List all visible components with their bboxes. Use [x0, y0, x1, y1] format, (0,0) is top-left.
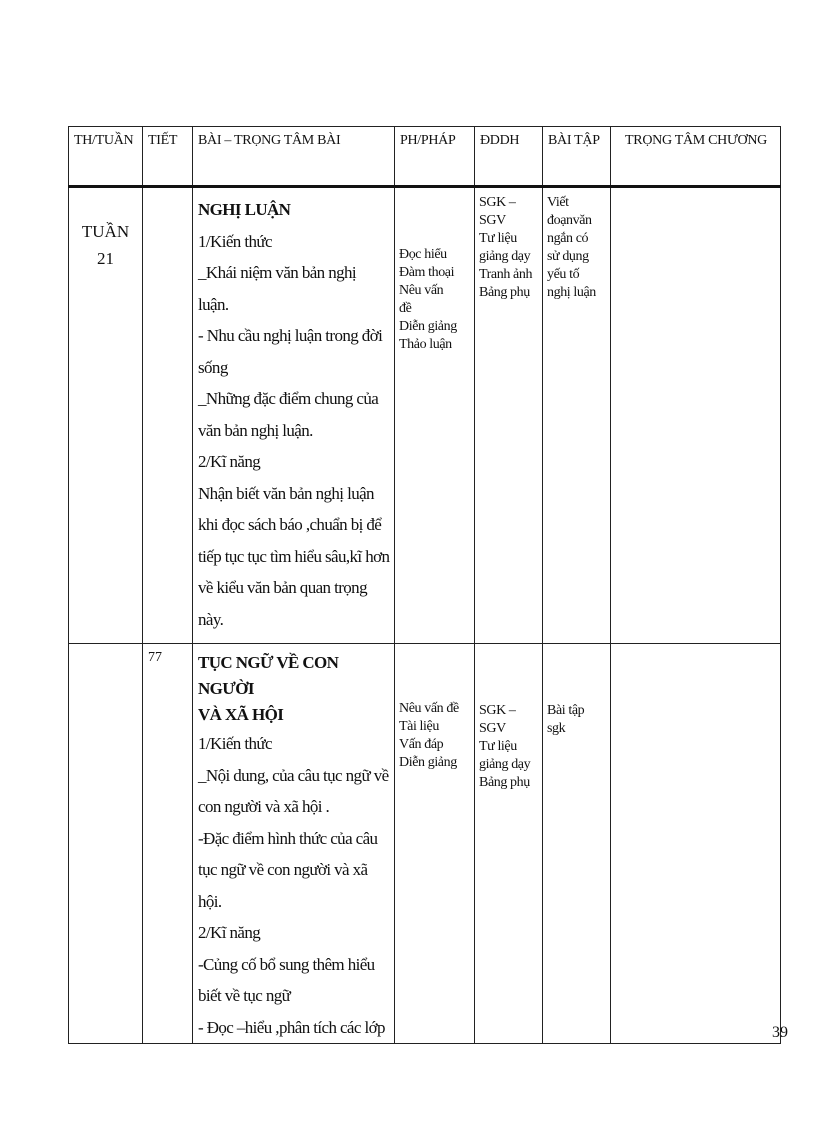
header-row	[69, 127, 781, 187]
period-cell	[143, 187, 193, 644]
lesson-line: _Nội dung, của câu tục ngữ về	[198, 765, 389, 785]
lesson-line: - Đọc –hiểu ,phân tích các lớp	[198, 1017, 385, 1037]
chapter-focus-text	[611, 188, 780, 192]
method-line: Đọc hiểu	[399, 247, 447, 262]
exercise-line: nghị luận	[547, 285, 596, 300]
exercise-cell	[543, 644, 611, 1044]
header-week: TH/TUẦN	[69, 127, 143, 187]
lesson-line: sống	[198, 357, 228, 377]
lesson-line: Nhận biết văn bản nghị luận	[198, 483, 374, 503]
aids-line: giảng dạy	[479, 249, 531, 264]
chapter-focus-cell	[611, 644, 781, 1044]
method-line: Thảo luận	[399, 337, 452, 352]
method-line: Nêu vấn đề	[399, 701, 459, 716]
header-aids: ĐDDH	[475, 127, 543, 187]
week-cell	[69, 644, 143, 1044]
exercise-cell	[543, 187, 611, 644]
header-lesson: BÀI – TRỌNG TÂM BÀI	[193, 127, 395, 187]
exercise-line: yếu tố	[547, 267, 580, 282]
header-method: PH/PHÁP	[395, 127, 475, 187]
aids-line: Tư liệu	[479, 231, 517, 246]
method-line: Vấn đáp	[399, 737, 444, 752]
lesson-cell	[193, 644, 395, 1044]
period-number: 77	[148, 650, 162, 665]
week-text	[69, 644, 142, 648]
method-line: Diễn giảng	[399, 755, 457, 770]
lesson-title-continued: VÀ XÃ HỘI	[198, 705, 284, 724]
lesson-line: 1/Kiến thức	[198, 734, 272, 753]
aids-line: SGV	[479, 721, 506, 736]
aids-line: giảng dạy	[479, 757, 531, 772]
header-chapter-focus: TRỌNG TÂM CHƯƠNG	[611, 127, 781, 187]
exercise-line: Viết	[547, 195, 569, 210]
exercise-line: ngắn có	[547, 231, 589, 246]
exercise-line: đoạnvăn	[547, 213, 592, 228]
lesson-line: 2/Kĩ năng	[198, 452, 261, 471]
header-period: TIẾT	[143, 127, 193, 187]
lesson-line: _Khái niệm văn bản nghị luận.	[198, 263, 357, 314]
aids-line: SGK –	[479, 703, 516, 718]
lesson-line: - Nhu cầu nghị luận trong đời	[198, 326, 383, 345]
lesson-plan-table	[68, 126, 781, 1044]
page-number: 39	[772, 1024, 788, 1041]
lesson-line: văn bản nghị luận.	[198, 420, 313, 440]
method-line: đề	[399, 301, 412, 316]
aids-cell	[475, 187, 543, 644]
week-label: TUẦN	[81, 222, 130, 241]
period-cell	[143, 644, 193, 1044]
lesson-title: NGHỊ LUẬN	[198, 200, 291, 219]
table-row	[69, 644, 781, 1044]
aids-line: Tư liệu	[479, 739, 517, 754]
lesson-title: TỤC NGỮ VỀ CON NGƯỜI	[198, 653, 339, 698]
aids-line: Bảng phụ	[479, 285, 530, 300]
exercise-line: sử dụng	[547, 249, 589, 264]
method-line: Đàm thoại	[399, 265, 455, 280]
period-number	[143, 188, 192, 194]
lesson-line: tiếp tục tục tìm hiểu sâu,kĩ hơn	[198, 546, 390, 566]
week-cell	[69, 187, 143, 644]
method-cell	[395, 644, 475, 1044]
aids-line: Tranh ảnh	[479, 267, 533, 282]
lesson-line: con người và xã hội .	[198, 797, 330, 816]
lesson-cell	[193, 187, 395, 644]
method-line: Nêu vấn	[399, 283, 444, 298]
method-line: Diễn giảng	[399, 319, 457, 334]
lesson-line: tục ngữ về con người và xã hội.	[198, 860, 368, 911]
method-cell	[395, 187, 475, 644]
lesson-line: khi đọc sách báo ,chuẩn bị để	[198, 515, 382, 534]
week-number: 21	[97, 249, 114, 268]
chapter-focus-cell	[611, 187, 781, 644]
chapter-focus-text	[611, 644, 780, 648]
lesson-line: 1/Kiến thức	[198, 231, 272, 251]
table-row	[69, 187, 781, 644]
header-exercise: BÀI TẬP	[543, 127, 611, 187]
lesson-line: này.	[198, 609, 224, 629]
aids-cell	[475, 644, 543, 1044]
lesson-line: biết về tục ngữ	[198, 986, 291, 1005]
method-line: Tài liệu	[399, 719, 439, 734]
lesson-line: 2/Kĩ năng	[198, 923, 261, 942]
lesson-line: -Đặc điểm hình thức của câu	[198, 828, 378, 848]
lesson-line: -Củng cố bổ sung thêm hiểu	[198, 954, 375, 974]
lesson-line: _Những đặc điểm chung của	[198, 389, 379, 408]
lesson-line: về kiểu văn bản quan trọng	[198, 578, 367, 597]
aids-line: Bảng phụ	[479, 775, 530, 790]
aids-line: SGV	[479, 213, 506, 228]
aids-line: SGK –	[479, 195, 516, 210]
exercise-line: Bài tập	[547, 703, 585, 718]
exercise-line: sgk	[547, 721, 566, 736]
